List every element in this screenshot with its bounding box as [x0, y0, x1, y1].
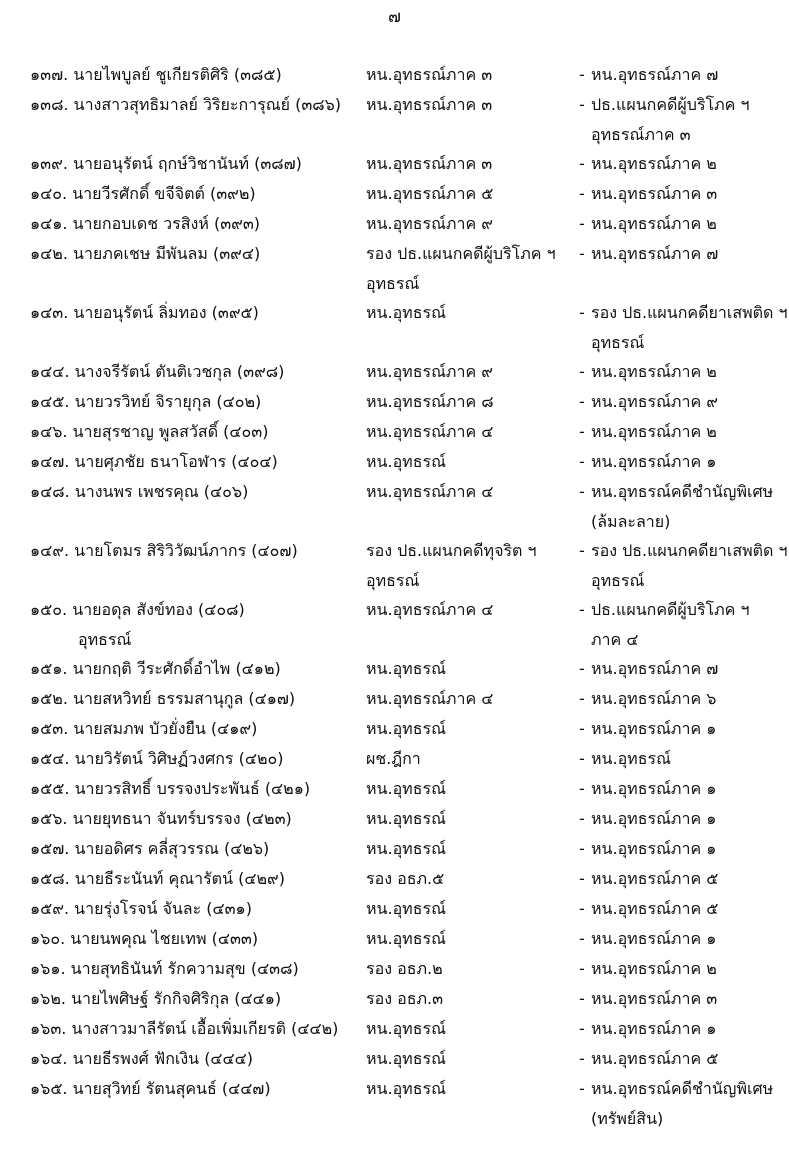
item-number: ๑๔๕.: [30, 392, 70, 411]
new-position-cell: [579, 924, 789, 954]
person-cell: [30, 1044, 360, 1074]
person-cell: [30, 654, 360, 684]
list-item: [30, 1014, 789, 1044]
list-item: [30, 536, 789, 595]
person-name: นายกฤติ วีระศักดิ์อำไพ (๔๑๒): [72, 659, 281, 678]
person-name: นายภคเชษ มีพันลม (๓๙๔): [73, 244, 261, 263]
new-position-cell: [579, 834, 789, 864]
current-position-line: หน.อุทธรณ์: [366, 899, 446, 918]
item-number: ๑๕๔.: [30, 749, 70, 768]
list-item: [30, 149, 789, 179]
dash-marker: -: [579, 659, 585, 678]
dash-marker: -: [579, 959, 585, 978]
current-position-line: หน.อุทธรณ์: [366, 809, 446, 828]
dash-marker: -: [579, 600, 585, 619]
current-position-line: หน.อุทธรณ์: [366, 303, 446, 322]
current-position-line: หน.อุทธรณ์ภาค ๙: [366, 214, 493, 233]
list-item: [30, 209, 789, 239]
new-position-line: หน.อุทธรณ์ภาค ๑: [591, 779, 717, 798]
new-position-line: อุทธรณ์ภาค ๓: [591, 125, 691, 144]
current-position-cell: [366, 984, 580, 1014]
person-cell: [30, 1014, 360, 1044]
dash-marker: -: [579, 541, 585, 560]
person-cell: [30, 179, 360, 209]
person-name: นายสุวิทย์ รัตนสุคนธ์ (๔๔๗): [72, 1079, 271, 1098]
item-number: ๑๕๙.: [30, 899, 70, 918]
person-name: นายธีระนันท์ คุณารัตน์ (๔๒๙): [74, 869, 285, 888]
new-position-cell: [579, 654, 789, 684]
person-name: นายสหวิทย์ ธรรมสานุกูล (๔๑๗): [73, 689, 296, 708]
item-number: ๑๔๑.: [30, 214, 68, 233]
current-position-cell: [366, 1044, 580, 1074]
person-cell: [30, 447, 360, 477]
dash-marker: -: [579, 809, 585, 828]
item-number: ๑๕๗.: [30, 839, 70, 858]
person-name: นายอดุล สังข์ทอง (๔๐๘): [72, 600, 245, 619]
current-position-line: รอง ปธ.แผนกคดีผู้บริโภค ฯ: [366, 244, 556, 263]
person-cell: [30, 714, 360, 744]
list-item: [30, 894, 789, 924]
list-item: [30, 447, 789, 477]
item-number: ๑๕๑.: [30, 659, 68, 678]
new-position-line: หน.อุทธรณ์คดีชำนัญพิเศษ: [591, 1079, 774, 1098]
new-position-cell: [579, 298, 789, 358]
current-position-line: หน.อุทธรณ์: [366, 1079, 446, 1098]
item-number: ๑๓๗.: [30, 65, 69, 84]
person-name: นายสมภพ บัวยั่งยืน (๔๑๙): [73, 719, 258, 738]
current-position-cell: [366, 60, 580, 90]
person-name: นายสุรชาญ พูลสวัสดิ์ (๔๐๓): [72, 422, 269, 441]
person-cell: [30, 149, 360, 179]
list-item: [30, 804, 789, 834]
new-position-cell: [579, 447, 789, 477]
item-number: ๑๔๔.: [30, 362, 70, 381]
new-position-line: หน.อุทธรณ์ภาค ๓: [591, 989, 718, 1008]
person-name: นายอนุรัตน์ ลิ่มทอง (๓๙๕): [73, 303, 259, 322]
person-cell: [30, 239, 360, 269]
person-name: นายอดิศร คลี่สุวรรณ (๔๒๖): [74, 839, 270, 858]
person-cell: [30, 1074, 360, 1104]
current-position-line: หน.อุทธรณ์ภาค ๘: [366, 392, 494, 411]
dash-marker: -: [579, 899, 585, 918]
item-number: ๑๕๖.: [30, 809, 68, 828]
current-position-line: หน.อุทธรณ์: [366, 1049, 446, 1068]
new-position-cell: [579, 536, 789, 596]
transfer-list: [30, 60, 789, 1133]
current-position-cell: [366, 834, 580, 864]
dash-marker: -: [579, 779, 585, 798]
person-cell: [30, 864, 360, 894]
new-position-line: (ทรัพย์สิน): [591, 1109, 664, 1128]
new-position-line: หน.อุทธรณ์ภาค ๕: [591, 869, 719, 888]
list-item: [30, 984, 789, 1014]
item-number: ๑๖๔.: [30, 1049, 68, 1068]
item-number: ๑๓๘.: [30, 95, 69, 114]
person-cell: [30, 417, 360, 447]
new-position-line: หน.อุทธรณ์ภาค ๑: [591, 809, 717, 828]
new-position-line: รอง ปธ.แผนกคดียาเสพติด ฯ: [591, 303, 788, 322]
new-position-line: อุทธรณ์: [591, 333, 645, 352]
list-item: [30, 417, 789, 447]
current-position-line: หน.อุทธรณ์: [366, 659, 446, 678]
new-position-cell: [579, 1014, 789, 1044]
item-number: ๑๔๗.: [30, 452, 70, 471]
list-item: [30, 834, 789, 864]
item-number: ๑๖๕.: [30, 1079, 68, 1098]
current-position-line: รอง ปธ.แผนกคดีทุจริต ฯ: [366, 541, 537, 560]
current-position-cell: [366, 477, 580, 507]
list-item: [30, 239, 789, 298]
current-position-cell: [366, 179, 580, 209]
new-position-line: หน.อุทธรณ์ภาค ๑: [591, 929, 717, 948]
current-position-cell: [366, 954, 580, 984]
person-cell: [30, 298, 360, 328]
current-position-line: รอง อธภ.๓: [366, 989, 444, 1008]
person-cell: [30, 387, 360, 417]
current-position-line: หน.อุทธรณ์: [366, 1019, 446, 1038]
person-name: นายวีรศักดิ์ ขจีจิตต์ (๓๙๒): [72, 184, 256, 203]
dash-marker: -: [579, 244, 585, 263]
item-number: ๑๕๘.: [30, 869, 70, 888]
new-position-line: ภาค ๔: [591, 630, 639, 649]
new-position-cell: [579, 239, 789, 269]
item-number: ๑๕๓.: [30, 719, 69, 738]
new-position-line: หน.อุทธรณ์ภาค ๓: [591, 184, 718, 203]
current-position-cell: [366, 864, 580, 894]
current-position-line: หน.อุทธรณ์: [366, 719, 446, 738]
person-name: นายรุ่งโรจน์ จันละ (๔๓๑): [74, 899, 252, 918]
person-name: นางสาวมาลีรัตน์ เอื้อเพิ่มเกียรติ (๔๔๒): [71, 1019, 339, 1038]
dash-marker: -: [579, 929, 585, 948]
current-position-cell: [366, 149, 580, 179]
list-item: [30, 298, 789, 357]
current-position-cell: [366, 1074, 580, 1104]
current-position-line: รอง อธภ.๕: [366, 869, 445, 888]
list-item: [30, 684, 789, 714]
item-number: ๑๔๓.: [30, 303, 69, 322]
dash-marker: -: [579, 214, 585, 233]
list-item: [30, 90, 789, 149]
new-position-line: หน.อุทธรณ์ภาค ๗: [591, 659, 719, 678]
current-position-line: หน.อุทธรณ์ภาค ๔: [366, 482, 494, 501]
new-position-cell: [579, 894, 789, 924]
current-position-line: ผช.ฎีกา: [366, 749, 421, 768]
current-position-line: อุทธรณ์: [366, 571, 420, 590]
dash-marker: -: [579, 392, 585, 411]
new-position-cell: [579, 954, 789, 984]
current-position-line: หน.อุทธรณ์: [366, 839, 446, 858]
list-item: [30, 357, 789, 387]
current-position-cell: [366, 90, 580, 120]
current-position-cell: [366, 684, 580, 714]
new-position-line: หน.อุทธรณ์ภาค ๒: [591, 362, 717, 381]
list-item: [30, 179, 789, 209]
item-number: ๑๔๘.: [30, 482, 70, 501]
dash-marker: -: [579, 184, 585, 203]
list-item: [30, 954, 789, 984]
new-position-line: หน.อุทธรณ์ภาค ๖: [591, 689, 717, 708]
dash-marker: -: [579, 749, 585, 768]
dash-marker: -: [579, 303, 585, 322]
list-item: [30, 387, 789, 417]
new-position-cell: [579, 357, 789, 387]
person-name: นายวรสิทธิ์ บรรจงประพันธ์ (๔๒๑): [74, 779, 311, 798]
new-position-line: ปธ.แผนกคดีผู้บริโภค ฯ: [591, 600, 750, 619]
person-cell: [30, 684, 360, 714]
list-item: [30, 1044, 789, 1074]
current-position-cell: [366, 1014, 580, 1044]
current-position-cell: [366, 654, 580, 684]
new-position-line: อุทธรณ์: [591, 571, 645, 590]
current-position-line: หน.อุทธรณ์ภาค ๔: [366, 689, 494, 708]
dash-marker: -: [579, 869, 585, 888]
list-item: [30, 864, 789, 894]
person-cell: [30, 477, 360, 507]
new-position-cell: [579, 209, 789, 239]
new-position-cell: [579, 387, 789, 417]
new-position-line: หน.อุทธรณ์ภาค ๒: [591, 422, 717, 441]
dash-marker: -: [579, 839, 585, 858]
current-position-cell: [366, 417, 580, 447]
new-position-cell: [579, 744, 789, 774]
person-cell: [30, 774, 360, 804]
current-position-line: หน.อุทธรณ์ภาค ๓: [366, 95, 493, 114]
current-position-line: หน.อุทธรณ์ภาค ๔: [366, 600, 494, 619]
person-name: นายนพคุณ ไชยเทพ (๔๓๓): [70, 929, 259, 948]
dash-marker: -: [579, 362, 585, 381]
new-position-cell: [579, 477, 789, 537]
new-position-line: หน.อุทธรณ์ภาค ๑: [591, 839, 717, 858]
current-position-cell: [366, 894, 580, 924]
item-number: ๑๔๖.: [30, 422, 68, 441]
dash-marker: -: [579, 482, 585, 501]
new-position-line: หน.อุทธรณ์ภาค ๒: [591, 154, 717, 173]
current-position-cell: [366, 804, 580, 834]
list-item: [30, 1074, 789, 1133]
person-cell: [30, 60, 360, 90]
current-position-cell: [366, 387, 580, 417]
current-position-line: หน.อุทธรณ์: [366, 779, 446, 798]
person-name: นางจรีรัตน์ ตันติเวชกุล (๓๙๘): [74, 362, 285, 381]
person-name: นางนพร เพชรคุณ (๔๐๖): [74, 482, 249, 501]
item-number: ๑๕๕.: [30, 779, 70, 798]
person-cell: [30, 357, 360, 387]
person-name: นายกอบเดช วรสิงห์ (๓๙๓): [72, 214, 261, 233]
new-position-line: หน.อุทธรณ์ภาค ๙: [591, 392, 718, 411]
current-position-line: หน.อุทธรณ์ภาค ๓: [366, 154, 493, 173]
current-position-line: หน.อุทธรณ์: [366, 452, 446, 471]
list-item: [30, 774, 789, 804]
current-position-cell: [366, 536, 580, 596]
new-position-line: หน.อุทธรณ์ภาค ๕: [591, 899, 719, 918]
new-position-line: หน.อุทธรณ์: [591, 749, 671, 768]
list-item: [30, 744, 789, 774]
person-cell: [30, 595, 360, 655]
list-item: [30, 924, 789, 954]
item-number: ๑๖๐.: [30, 929, 66, 948]
item-number: ๑๔๒.: [30, 244, 68, 263]
new-position-cell: [579, 1074, 789, 1134]
current-position-cell: [366, 924, 580, 954]
item-number: ๑๖๒.: [30, 989, 66, 1008]
new-position-cell: [579, 90, 789, 150]
person-name: นายสุทธินันท์ รักความสุข (๔๓๘): [70, 959, 299, 978]
list-item: [30, 595, 789, 654]
person-cell: [30, 536, 360, 566]
current-position-cell: [366, 209, 580, 239]
new-position-cell: [579, 149, 789, 179]
new-position-line: หน.อุทธรณ์ภาค ๕: [591, 1049, 719, 1068]
person-cell: [30, 834, 360, 864]
item-number: ๑๖๑.: [30, 959, 66, 978]
new-position-line: หน.อุทธรณ์ภาค ๗: [591, 244, 719, 263]
new-position-cell: [579, 984, 789, 1014]
current-position-line: หน.อุทธรณ์ภาค ๓: [366, 65, 493, 84]
person-name: นายวรวิทย์ จิรายุกุล (๔๐๒): [74, 392, 262, 411]
current-position-line: หน.อุทธรณ์ภาค ๙: [366, 362, 493, 381]
current-position-cell: [366, 744, 580, 774]
dash-marker: -: [579, 1019, 585, 1038]
dash-marker: -: [579, 65, 585, 84]
person-name: นายศุภชัย ธนาโอฬาร (๔๐๔): [74, 452, 278, 471]
person-name: นายยุทธนา จันทร์บรรจง (๔๒๓): [72, 809, 292, 828]
new-position-line: ปธ.แผนกคดีผู้บริโภค ฯ: [591, 95, 750, 114]
person-name: นางสาวสุทธิมาลย์ วิริยะการุณย์ (๓๘๖): [73, 95, 342, 114]
dash-marker: -: [579, 719, 585, 738]
new-position-line: หน.อุทธรณ์ภาค ๗: [591, 65, 719, 84]
list-item: [30, 654, 789, 684]
new-position-line: หน.อุทธรณ์คดีชำนัญพิเศษ: [591, 482, 774, 501]
person-name: นายอนุรัตน์ ฤกษ์วิชานันท์ (๓๘๗): [73, 154, 302, 173]
person-cell: [30, 744, 360, 774]
new-position-cell: [579, 714, 789, 744]
new-position-line: หน.อุทธรณ์ภาค ๒: [591, 959, 717, 978]
new-position-cell: [579, 179, 789, 209]
person-cell: [30, 90, 360, 120]
new-position-cell: [579, 1044, 789, 1074]
new-position-line: หน.อุทธรณ์ภาค ๑: [591, 452, 717, 471]
dash-marker: -: [579, 1049, 585, 1068]
person-name: นายไพบูลย์ ชูเกียรติศิริ (๓๘๕): [73, 65, 282, 84]
dash-marker: -: [579, 1079, 585, 1098]
current-position-line: อุทธรณ์: [366, 274, 420, 293]
list-item: [30, 477, 789, 536]
item-number: ๑๔๙.: [30, 541, 70, 560]
dash-marker: -: [579, 989, 585, 1008]
list-item: [30, 60, 789, 90]
current-position-line: หน.อุทธรณ์: [366, 929, 446, 948]
person-cell: [30, 954, 360, 984]
new-position-cell: [579, 595, 789, 655]
dash-marker: -: [579, 452, 585, 471]
current-position-cell: [366, 774, 580, 804]
person-cell: [30, 804, 360, 834]
person-cell: [30, 894, 360, 924]
current-position-cell: [366, 357, 580, 387]
dash-marker: -: [579, 422, 585, 441]
item-number: ๑๔๐.: [30, 184, 68, 203]
person-name-continuation: อุทธรณ์: [78, 630, 132, 649]
new-position-cell: [579, 60, 789, 90]
new-position-line: รอง ปธ.แผนกคดียาเสพติด ฯ: [591, 541, 788, 560]
new-position-cell: [579, 684, 789, 714]
new-position-line: หน.อุทธรณ์ภาค ๑: [591, 719, 717, 738]
current-position-cell: [366, 714, 580, 744]
new-position-line: หน.อุทธรณ์ภาค ๑: [591, 1019, 717, 1038]
new-position-cell: [579, 864, 789, 894]
current-position-cell: [366, 595, 580, 625]
person-name: นายธีรพงศ์ ฟักเงิน (๔๔๔): [72, 1049, 253, 1068]
item-number: ๑๕๐.: [30, 600, 68, 619]
person-cell: [30, 209, 360, 239]
item-number: ๑๕๒.: [30, 689, 68, 708]
person-cell: [30, 984, 360, 1014]
page-number: ๗: [388, 7, 401, 27]
current-position-cell: [366, 239, 580, 299]
new-position-cell: [579, 774, 789, 804]
current-position-cell: [366, 447, 580, 477]
current-position-cell: [366, 298, 580, 328]
list-item: [30, 714, 789, 744]
dash-marker: -: [579, 95, 585, 114]
item-number: ๑๖๓.: [30, 1019, 67, 1038]
new-position-cell: [579, 417, 789, 447]
new-position-cell: [579, 804, 789, 834]
person-name: นายวิรัตน์ วิศิษฏ์วงศกร (๔๒๐): [74, 749, 284, 768]
current-position-line: รอง อธภ.๒: [366, 959, 443, 978]
person-name: นายไพศิษฐ์ รักกิจศิริกุล (๔๔๑): [71, 989, 282, 1008]
item-number: ๑๓๙.: [30, 154, 68, 173]
new-position-line: หน.อุทธรณ์ภาค ๒: [591, 214, 717, 233]
new-position-line: (ล้มละลาย): [591, 512, 671, 531]
person-cell: [30, 924, 360, 954]
current-position-line: หน.อุทธรณ์ภาค ๔: [366, 422, 494, 441]
person-name: นายโตมร สิริวิวัฒน์ภากร (๔๐๗): [74, 541, 298, 560]
dash-marker: -: [579, 689, 585, 708]
dash-marker: -: [579, 154, 585, 173]
current-position-line: หน.อุทธรณ์ภาค ๕: [366, 184, 494, 203]
